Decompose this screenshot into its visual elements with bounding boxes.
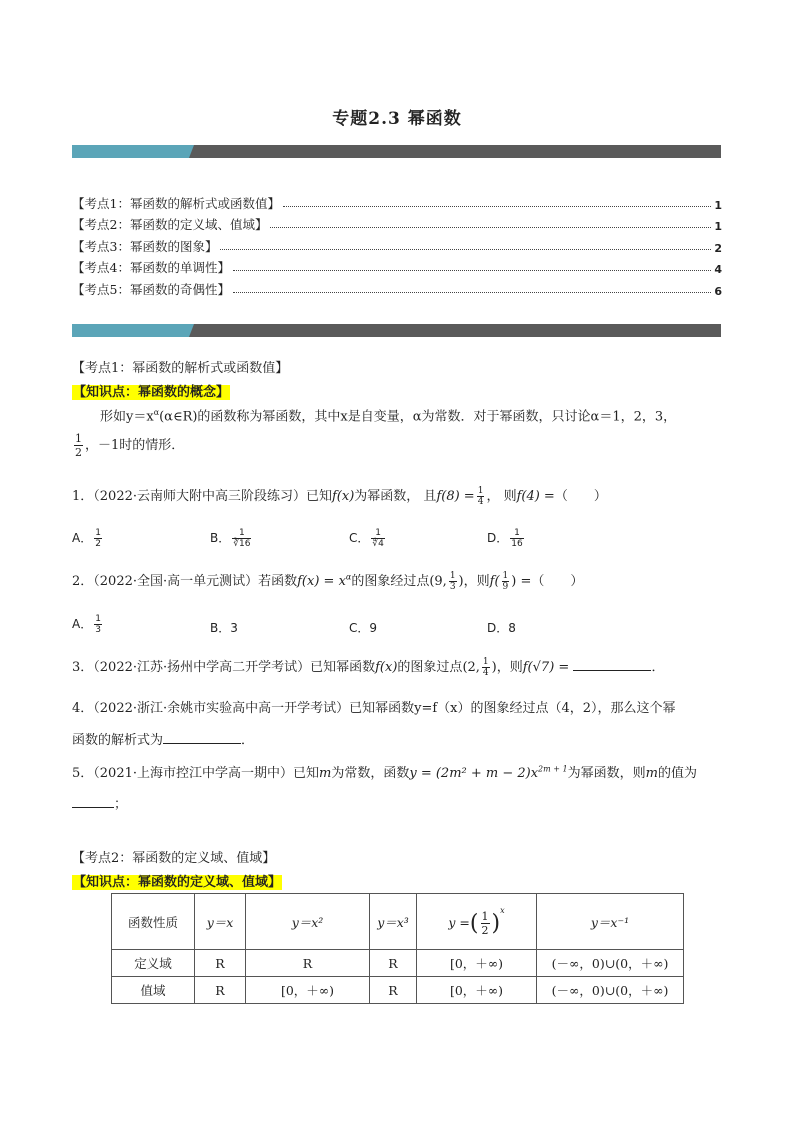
question-1: 1．（2022·云南师大附中高三阶段练习）已知f(x)为幂函数， 且f(8) = $\frac{1}{4}$ ， 则f(4) =（ ） [72, 486, 607, 507]
knowledge-label: 【知识点：幂函数的概念】 [73, 385, 230, 400]
section-heading: 【考点1：幂函数的解析式或函数值】 [72, 361, 289, 376]
table-header-cell: y＝x² [246, 894, 370, 950]
table-header-cell: y＝x⁻¹ [537, 894, 684, 950]
question-3: 3．（2022·江苏·扬州中学高二开学考试）已知幂函数f(x)的图象过点(2, $\frac{1}{4}$ )，则f(√7) = ． [72, 657, 665, 678]
table-cell: [0，＋∞) [417, 950, 537, 977]
option-d[interactable]: D． $\frac{1}{16}$ [487, 528, 523, 549]
table-row [112, 950, 684, 977]
option-a[interactable]: A． $\frac{1}{3}$ [72, 614, 101, 635]
table-header-cell: y＝x [195, 894, 246, 950]
question-2: 2．（2022·全国·高一单元测试）若函数$f(x) = x^\alpha$的图象经过点(9, $\frac{1}{3}$ )，则f( $\frac{1}{9}$ ) =（ ） [72, 571, 584, 592]
divider-accent [72, 324, 196, 337]
question-4: 4．（2022·浙江·余姚市实验高中高一开学考试）已知幂函数y=f（x）的图象经过点（4，2），那么这个幂 函数的解析式为 ． [72, 701, 676, 748]
toc-page: 4 [714, 263, 722, 276]
toc-item[interactable] [72, 190, 722, 212]
table-cell: R [195, 950, 246, 977]
table-row [112, 977, 684, 1004]
toc-leader [233, 270, 711, 271]
toc-page: 6 [714, 284, 722, 298]
para-text: (α∈R)的函数称为幂函数，其中x是自变量，α为常数．对于幂函数，只讨论α＝1，2，3， [159, 409, 677, 425]
table-header-cell: 函数性质 [112, 894, 195, 950]
toc-page: 2 [714, 241, 722, 255]
toc-label: 【考点2：幂函数的定义域、值域】 [72, 217, 268, 232]
para-sup: α [153, 408, 160, 417]
table-header-cell: y =( $\frac{1}{2}$ )$^x$ [417, 894, 537, 950]
option-c[interactable]: C．9 [349, 621, 378, 635]
table-cell: R [195, 977, 246, 1004]
knowledge-label: 【知识点：幂函数的定义域、值域】 [73, 875, 282, 890]
option-b[interactable]: B． $\frac{1}{∛16}$ [210, 528, 251, 549]
toc-leader [270, 227, 711, 228]
section-heading: 【考点2：幂函数的定义域、值域】 [72, 851, 276, 866]
answer-blank[interactable] [72, 807, 114, 808]
divider-band [189, 324, 721, 337]
toc-item[interactable] [72, 255, 722, 277]
property-table [111, 893, 684, 1004]
toc-label: 【考点1：幂函数的解析式或函数值】 [72, 195, 280, 211]
table-cell: R [370, 977, 417, 1004]
toc-item[interactable] [72, 233, 722, 255]
table-header-row [112, 894, 684, 950]
toc-page: 1 [714, 220, 722, 233]
option-a[interactable]: A． $\frac{1}{2}$ [72, 528, 101, 549]
answer-blank[interactable] [573, 670, 651, 671]
toc-item[interactable] [72, 212, 722, 234]
divider-accent [72, 145, 196, 158]
table-cell: [0，＋∞) [417, 977, 537, 1004]
table-cell: 定义域 [112, 950, 195, 977]
toc-label: 【考点3：幂函数的图象】 [72, 238, 218, 254]
toc-item[interactable] [72, 276, 722, 298]
toc-label: 【考点4：幂函数的单调性】 [72, 260, 230, 275]
toc-label: 【考点5：幂函数的奇偶性】 [72, 281, 230, 297]
page-title: 专题2.3 幂函数 [332, 109, 462, 129]
table-cell: R [246, 950, 370, 977]
divider-bar [72, 145, 721, 158]
option-b[interactable]: B．3 [210, 621, 238, 635]
divider-band [189, 145, 721, 158]
question-5: 5．（2021·上海市控江中学高一期中）已知m为常数，函数$y = (2m^2 + m - 2)x^{2m + 1}$为幂函数，则m的值为 ； [72, 764, 697, 812]
table-header-cell: y＝x³ [370, 894, 417, 950]
concept-paragraph [72, 402, 724, 459]
table-of-contents [72, 190, 722, 298]
option-d[interactable]: D．8 [487, 621, 516, 635]
option-c[interactable]: C． $\frac{1}{∜4}$ [349, 528, 384, 549]
fraction: $\frac{1}{4}$ [477, 486, 484, 507]
fraction: $\frac{1}{2}$ [75, 432, 82, 460]
divider-bar [72, 324, 721, 337]
answer-blank[interactable] [163, 743, 241, 744]
toc-leader [220, 249, 711, 250]
toc-leader [233, 292, 711, 293]
toc-leader [283, 206, 711, 207]
toc-page: 1 [714, 198, 722, 212]
para-text: ，－1时的情形． [85, 438, 185, 454]
table-cell: (－∞，0)∪(0，＋∞) [537, 950, 684, 977]
table-cell: [0，＋∞) [246, 977, 370, 1004]
table-cell: 值域 [112, 977, 195, 1004]
table-cell: (－∞，0)∪(0，＋∞) [537, 977, 684, 1004]
table-cell: R [370, 950, 417, 977]
para-text: 形如y＝x [100, 409, 154, 425]
